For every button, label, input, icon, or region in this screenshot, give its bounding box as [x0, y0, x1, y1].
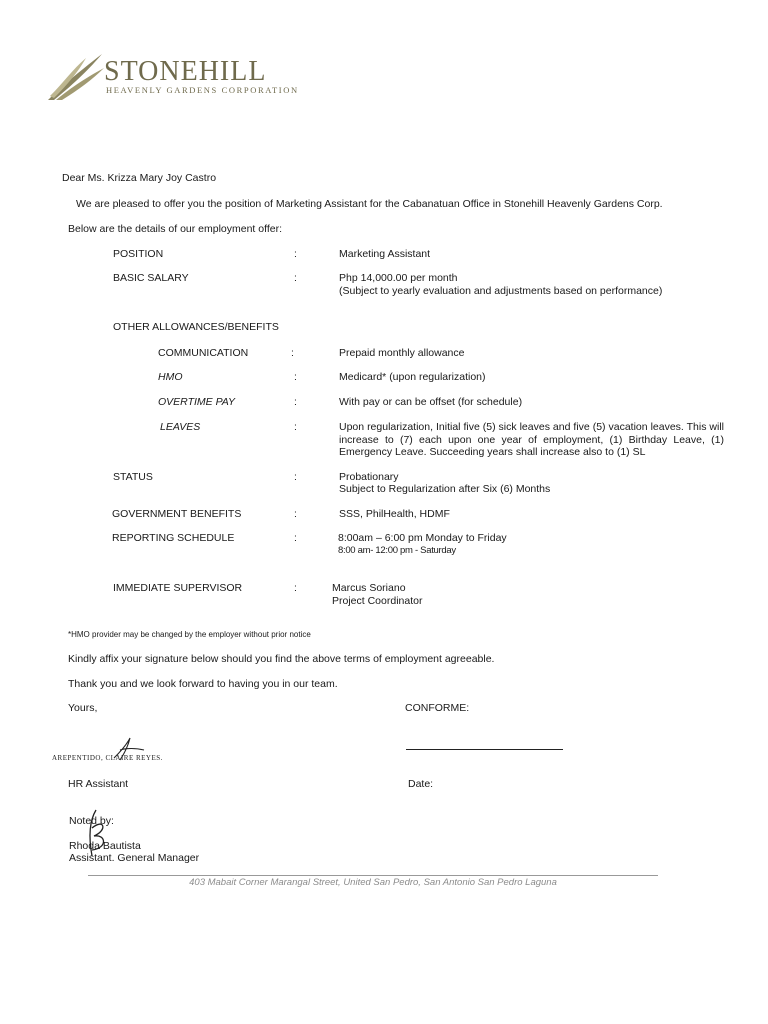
- wing-logo-icon: [46, 52, 108, 102]
- schedule-value: 8:00am – 6:00 pm Monday to Friday: [338, 532, 507, 544]
- position-label: POSITION: [113, 248, 164, 260]
- intro-paragraph: We are pleased to offer you the position of Marketing Assistant for the Cabanatuan Office in Stonehill Heavenly Gardens Corp.: [76, 198, 663, 210]
- hmo-footnote: *HMO provider may be changed by the employer without prior notice: [68, 630, 311, 639]
- government-value: SSS, PhilHealth, HDMF: [339, 508, 450, 520]
- salary-note: (Subject to yearly evaluation and adjustments based on performance): [339, 285, 663, 297]
- position-value: Marketing Assistant: [339, 248, 431, 260]
- date-label: Date:: [408, 778, 434, 790]
- footer-address: 403 Mabait Corner Marangal Street, United San Pedro, San Antonio San Pedro Laguna: [189, 877, 557, 888]
- schedule-label: REPORTING SCHEDULE: [112, 532, 235, 544]
- salary-value: Php 14,000.00 per month: [339, 272, 458, 284]
- yours-closing: Yours,: [68, 702, 98, 714]
- supervisor-value: Marcus Soriano: [332, 582, 406, 594]
- colon: :: [294, 471, 297, 483]
- colon: :: [294, 248, 297, 260]
- salary-label: BASIC SALARY: [113, 272, 189, 284]
- colon: :: [294, 508, 297, 520]
- supervisor-label: IMMEDIATE SUPERVISOR: [113, 582, 243, 594]
- conforme-label: CONFORME:: [405, 702, 470, 714]
- leaves-value: Upon regularization, Initial five (5) sick leaves and five (5) vacation leaves. This will increase to (7) each upon one year of employment, (1) Birthday Leave, (1) Emergency Leave. Succeeding years shall increase also to (1) SL: [339, 421, 724, 458]
- company-subtitle: HEAVENLY GARDENS CORPORATION: [106, 85, 299, 95]
- overtime-label: OVERTIME PAY: [158, 396, 236, 408]
- status-value: Probationary: [339, 471, 399, 483]
- noter-name: Rhoda Bautista: [69, 840, 141, 852]
- colon: :: [294, 272, 297, 284]
- hmo-value: Medicard* (upon regularization): [339, 371, 486, 383]
- communication-label: COMMUNICATION: [158, 347, 249, 359]
- government-label: GOVERNMENT BENEFITS: [112, 508, 242, 520]
- noted-by-label: Noted by:: [69, 815, 114, 827]
- supervisor-note: Project Coordinator: [332, 595, 423, 607]
- salutation: Dear Ms. Krizza Mary Joy Castro: [62, 172, 217, 184]
- colon: :: [294, 582, 297, 594]
- footer-divider: [88, 875, 658, 876]
- company-name: STONEHILL: [104, 56, 267, 87]
- colon: :: [294, 396, 297, 408]
- hr-printed-name: AREPENTIDO, CLAIRE REYES.: [52, 754, 163, 762]
- colon: :: [294, 421, 297, 433]
- other-benefits-heading: OTHER ALLOWANCES/BENEFITS: [113, 321, 279, 333]
- conforme-signature-line: [406, 749, 563, 750]
- communication-value: Prepaid monthly allowance: [339, 347, 465, 359]
- status-label: STATUS: [113, 471, 153, 483]
- overtime-value: With pay or can be offset (for schedule): [339, 396, 523, 408]
- noter-title: Assistant. General Manager: [69, 852, 200, 864]
- details-heading: Below are the details of our employment offer:: [68, 223, 283, 235]
- status-note: Subject to Regularization after Six (6) Months: [339, 483, 551, 495]
- colon: :: [294, 371, 297, 383]
- thanks-sentence: Thank you and we look forward to having you in our team.: [68, 678, 338, 690]
- colon: :: [294, 532, 297, 544]
- affix-sentence: Kindly affix your signature below should you find the above terms of employment agreeable.: [68, 653, 495, 665]
- leaves-label: LEAVES: [160, 421, 201, 433]
- hr-title: HR Assistant: [68, 778, 129, 790]
- schedule-note: 8:00 am- 12:00 pm - Saturday: [338, 545, 456, 556]
- colon: :: [291, 347, 294, 359]
- hmo-label: HMO: [158, 371, 183, 383]
